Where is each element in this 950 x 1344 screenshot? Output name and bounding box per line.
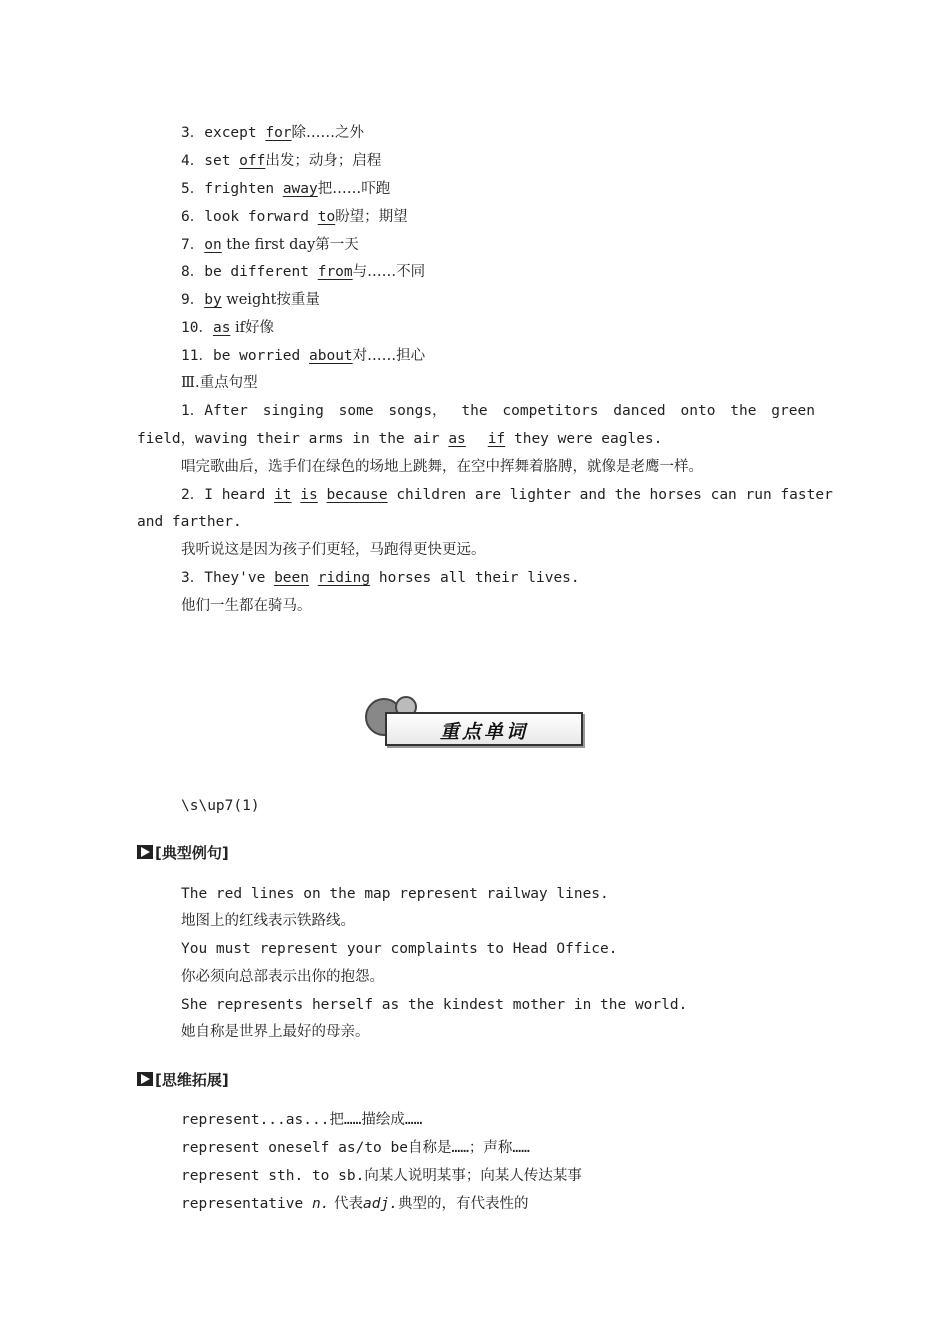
answer-blank: if (487, 431, 506, 447)
extension-item: represent oneself as/to be自称是……；声称…… (181, 1140, 530, 1156)
example-sentence: You must represent your complaints to Head Office. (181, 941, 618, 957)
examples-heading: [典型例句] (137, 843, 229, 863)
answer-blank: on (204, 237, 222, 253)
answer-blank: to (317, 209, 336, 225)
sentence-3: 3．They've been riding horses all their lives. (181, 570, 580, 586)
phrase-item: 8．be different from与……不同 (181, 264, 426, 280)
phrase-item: 3．except for除……之外 (181, 125, 365, 141)
answer-blank: is (300, 487, 318, 503)
phrase-item: 9．by weight按重量 (181, 292, 320, 308)
answer-blank: away (282, 181, 318, 197)
field-code: \s\up7(1) (181, 798, 260, 814)
example-sentence: The red lines on the map represent railway lines. (181, 886, 609, 902)
answer-blank: been (274, 570, 309, 586)
phrase-item: 4．set off出发；动身；启程 (181, 153, 382, 169)
example-translation: 她自称是世界上最好的母亲。 (181, 1024, 370, 1040)
section-banner (365, 696, 585, 748)
sentence-2-line-1: 2．I heard it is because children are lighter and the horses can run faster (181, 487, 833, 503)
extension-item: represent...as...把……描绘成…… (181, 1112, 423, 1128)
sentence-1-line-2: field，waving their arms in the air as if they were eagles. (137, 431, 663, 447)
answer-blank: for (265, 125, 292, 141)
play-triangle-icon (137, 845, 153, 859)
sentence-3-translation: 他们一生都在骑马。 (181, 598, 312, 614)
answer-blank: from (317, 264, 353, 280)
answer-blank: riding (317, 570, 371, 586)
banner-title: 重点单词 (439, 721, 528, 743)
answer-blank: it (274, 487, 292, 503)
example-sentence: She represents herself as the kindest mother in the world. (181, 997, 688, 1013)
answer-blank: because (326, 487, 388, 503)
phrase-item: 11．be worried about对……担心 (181, 348, 426, 364)
answer-blank: as (212, 320, 231, 336)
example-translation: 地图上的红线表示铁路线。 (181, 913, 355, 929)
phrase-item: 5．frighten away把……吓跑 (181, 181, 391, 197)
sentence-1-line-1: 1．After singing some songs， the competitors danced onto the green (181, 403, 815, 419)
sentence-2-line-2: and farther. (137, 514, 242, 530)
phrase-item: 10．as if好像 (181, 320, 275, 336)
sentence-2-translation: 我听说这是因为孩子们更轻，马跑得更快更远。 (181, 542, 486, 558)
extension-heading: [思维拓展] (137, 1070, 229, 1090)
example-translation: 你必须向总部表示出你的抱怨。 (181, 969, 384, 985)
banner-box (385, 712, 583, 746)
phrase-item: 7．on the first day第一天 (181, 237, 359, 253)
extension-item: representative n. 代表adj.典型的，有代表性的 (181, 1196, 529, 1212)
answer-blank: as (448, 431, 466, 447)
play-triangle-icon (137, 1072, 153, 1086)
section-heading: Ⅲ.重点句型 (181, 375, 258, 391)
sentence-1-translation: 唱完歌曲后，选手们在绿色的场地上跳舞，在空中挥舞着胳膊，就像是老鹰一样。 (181, 459, 703, 475)
answer-blank: by (204, 292, 222, 308)
phrase-item: 6．look forward to盼望；期望 (181, 209, 408, 225)
answer-blank: off (239, 153, 266, 169)
answer-blank: about (309, 348, 353, 364)
extension-item: represent sth. to sb.向某人说明某事；向某人传达某事 (181, 1168, 582, 1184)
